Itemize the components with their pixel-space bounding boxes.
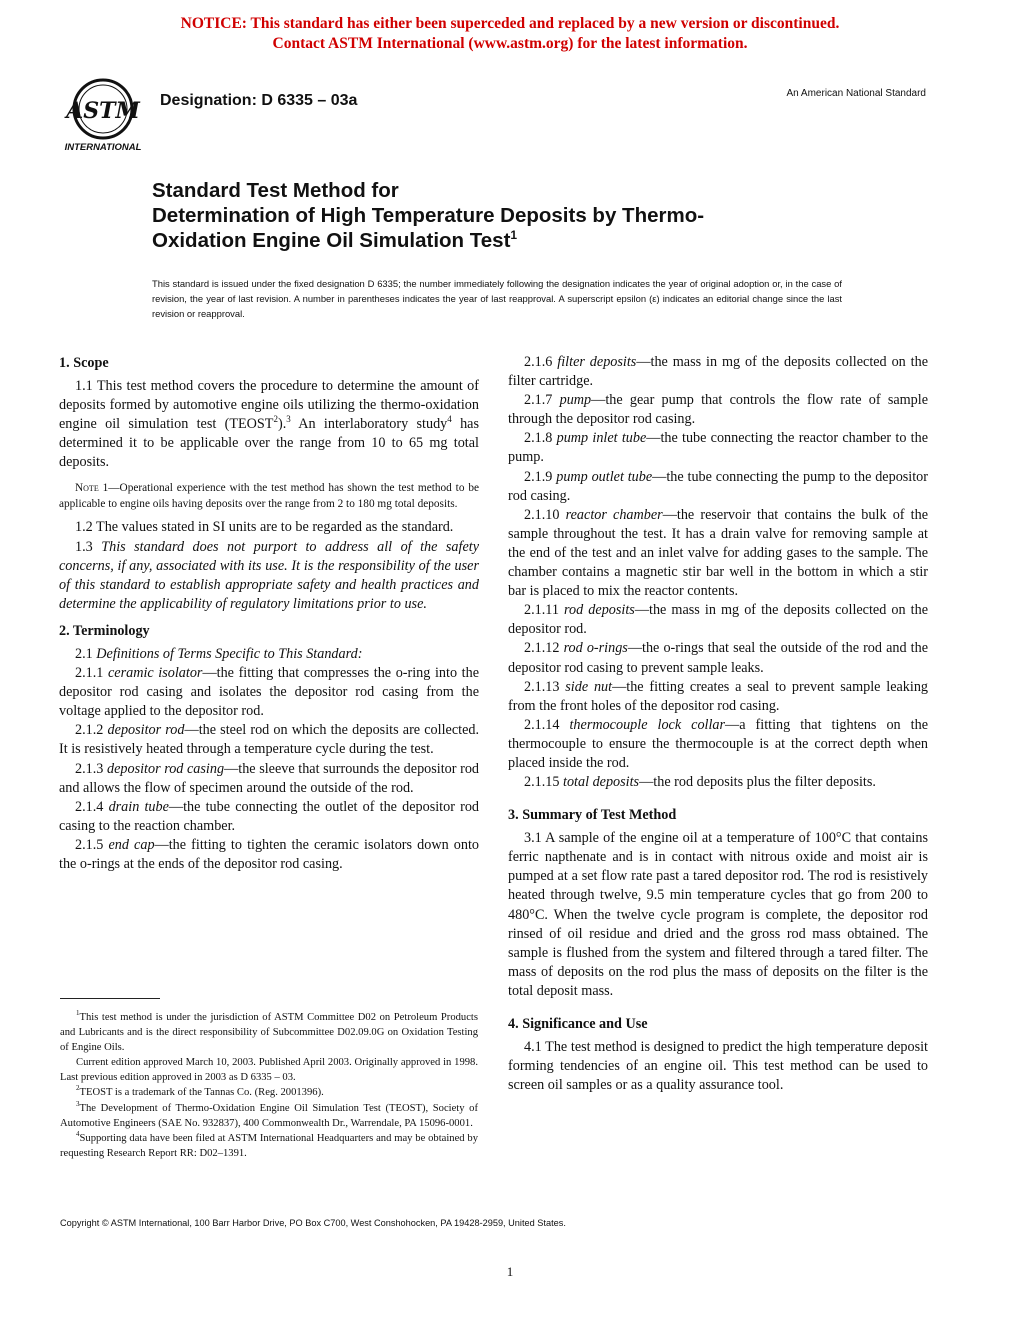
term-number: 2.1.9 <box>524 468 557 485</box>
title-line-1: Standard Test Method for <box>152 179 399 202</box>
term-text: —the mass in mg of the deposits collected on the filter cartridge. <box>508 354 929 390</box>
term-name: ceramic isolator <box>107 665 203 682</box>
note-text: —Operational experience with the test method has shown the test method to be applicable to engine oils having deposits over the range from 2 to 180 mg total deposits. <box>59 482 479 511</box>
term-name: pump outlet tube <box>556 468 653 485</box>
text: has determined it to be applicable over the range from 10 to 65 mg total deposits. <box>59 416 479 471</box>
paragraph-3-1: 3.1 A sample of the engine oil at a temperature of 100°C that contains ferric napthenate and is in contact with nitrous oxide and moist air is pumped at a set flow rate past a tared depositor rod. The rod is resistively heated through twelve, 9.5 min temperature cycles that go from 200 to 480°C. When the twelve cycle program is complete, the depositor rod rinsed of oil residue and dried and the gross rod mass obtained. The sample is flushed from the system and filtered through a tared filter. The mass of deposits on the rod plus the mass of deposits on the filter is the total deposit mass. <box>508 830 928 999</box>
footnote-ref: 1 <box>510 228 518 242</box>
term-number: 2.1.14 <box>524 716 570 733</box>
term-number: 2.1.10 <box>524 506 566 523</box>
text: 2.1 <box>75 645 97 662</box>
term-text: —the tube connecting the reactor chamber to the pump. <box>508 430 928 466</box>
paragraph-1-2: 1.2 The values stated in SI units are to be regarded as the standard. <box>75 519 454 536</box>
copyright: Copyright © ASTM International, 100 Barr Harbor Drive, PO Box C700, West Conshohocken, PA 19428-2959, United States. <box>60 1218 566 1228</box>
term-definition <box>508 429 928 467</box>
section-heading-scope: 1. Scope <box>59 355 109 371</box>
term-text: —the sleeve that surrounds the depositor rod and allows the flow of specimen around the outside of the rod. <box>59 760 480 796</box>
title-line-2: Determination of High Temperature Deposits by Thermo- <box>152 204 705 227</box>
term-number: 2.1.2 <box>75 722 108 739</box>
document-title <box>152 178 912 253</box>
term-definition <box>508 468 928 506</box>
footnote-number: 4 <box>76 1129 80 1138</box>
page-number: 1 <box>506 1264 514 1279</box>
footnote <box>60 1101 478 1131</box>
term-definition <box>59 760 479 798</box>
section-heading-summary: 3. Summary of Test Method <box>508 807 677 824</box>
footnote-text: Current edition approved March 10, 2003. Published April 2003. Originally approved in 1998. Last previous edition approved in 2003 as D 6335 – 03. <box>60 1057 478 1084</box>
paragraph-4-1: 4.1 The test method is designed to predict the high temperature deposit forming tendencies of an engine oil. This test method can be used to screen oil samples or as a quality assurance tool. <box>508 1039 928 1094</box>
term-definition <box>508 639 928 677</box>
term-name: reactor chamber <box>565 506 663 523</box>
paragraph-2-1 <box>59 645 479 664</box>
term-text: —the tube connecting the pump to the depositor rod casing. <box>508 468 929 504</box>
title-line-3 <box>152 228 912 253</box>
footnote-ref: 4 <box>447 414 452 425</box>
footnote <box>60 1055 478 1085</box>
notice-line-2: Contact ASTM International (www.astm.org) for the latest information. <box>272 35 748 52</box>
term-definition <box>508 601 928 639</box>
term-number: 2.1.1 <box>75 665 108 682</box>
footnote-text: The Development of Thermo-Oxidation Engine Oil Simulation Test (TEOST), Society of Automotive Engineers (SAE No. 932837), 400 Commonwealth Dr., Warrendale, PA 15096-0001. <box>60 1102 478 1129</box>
term-text: —the mass in mg of the deposits collected on the depositor rod. <box>508 602 929 638</box>
term-name: depositor rod <box>107 722 185 739</box>
term-text: —the gear pump that controls the flow rate of sample through the depositor rod casing. <box>508 392 929 428</box>
term-definition <box>508 391 928 429</box>
term-number: 2.1.8 <box>524 430 557 447</box>
title-line-3-text: Oxidation Engine Oil Simulation Test <box>152 229 511 252</box>
text: ). <box>277 416 287 433</box>
term-definition <box>508 678 928 716</box>
section-heading-significance: 4. Significance and Use <box>508 1016 648 1032</box>
footnote-ref: 2 <box>273 414 278 425</box>
term-name: side nut <box>565 678 613 695</box>
text: 1.1 This test method covers the procedure to determine the amount of deposits formed by automotive engine oils utilizing the thermo-oxidation engine oil simulation test (TEOST <box>59 378 479 433</box>
term-list-right <box>508 353 928 792</box>
term-definition <box>59 664 479 721</box>
term-name: depositor rod casing <box>107 760 225 777</box>
term-name: pump <box>559 392 592 409</box>
footnote-text: Supporting data have been filed at ASTM International Headquarters and may be obtained by requesting Research Report RR: D02–1391. <box>60 1132 478 1159</box>
term-name: pump inlet tube <box>556 430 647 447</box>
paragraph-1-3 <box>59 538 479 614</box>
term-text: —the o-rings that seal the outside of the rod and the depositor rod casing to prevent sample leaks. <box>508 640 928 676</box>
footnotes <box>60 1010 478 1161</box>
logo-subtext: INTERNATIONAL <box>64 142 142 153</box>
logo-text: ASTM <box>66 98 140 124</box>
subheading: Definitions of Terms Specific to This Standard: <box>96 645 363 662</box>
footnote <box>60 1085 478 1100</box>
footnote-number: 3 <box>76 1099 80 1108</box>
paragraph-1-1 <box>59 377 479 472</box>
safety-statement: This standard does not purport to address all of the safety concerns, if any, associated with its use. It is the responsibility of the user of this standard to establish appropriate safety and health practices and determine the applicability of regulatory limitations prior to use. <box>59 538 479 612</box>
right-column <box>508 353 928 1095</box>
term-text: —the fitting to tighten the ceramic isolators down onto the o-rings at the ends of the depositor rod casing. <box>59 836 479 872</box>
term-definition <box>59 798 479 836</box>
term-name: rod deposits <box>564 602 635 619</box>
term-name: drain tube <box>108 798 169 815</box>
term-number: 2.1.13 <box>524 678 566 695</box>
notice-line-1: NOTICE: This standard has either been superceded and replaced by a new version or discontinued. <box>180 15 840 32</box>
term-name: thermocouple lock collar <box>569 716 726 733</box>
footnote-divider <box>60 998 160 999</box>
term-definition <box>508 773 928 792</box>
term-text: —the rod deposits plus the filter deposits. <box>639 774 876 791</box>
footnote-text: This test method is under the jurisdiction of ASTM Committee D02 on Petroleum Products and Lubricants and is the direct responsibility of Subcommittee D02.09.0G on Oxidation Testing of Engine Oils. <box>60 1012 478 1054</box>
term-number: 2.1.12 <box>524 640 564 657</box>
term-number: 2.1.3 <box>75 760 107 777</box>
term-text: —a fitting that tightens on the thermocouple to ensure the thermocouple is at the correct depth when placed inside the rod. <box>508 716 928 771</box>
note-label: Note 1 <box>75 482 109 495</box>
term-number: 2.1.6 <box>524 354 558 370</box>
footnote-number: 2 <box>76 1084 80 1093</box>
issuance-statement: This standard is issued under the fixed designation D 6335; the number immediately following the designation indicates the year of original adoption or, in the case of revision, the year of last revision. A number in parentheses indicates the year of last reapproval. A superscript epsilon (ε) indicates an editorial change since the last revision or reapproval. <box>152 278 842 319</box>
term-text: —the fitting that compresses the o-ring into the depositor rod casing and isolates the depositor rod casing from the voltage applied to the depositor rod. <box>59 665 479 720</box>
term-name: filter deposits <box>557 354 637 370</box>
text: An interlaboratory study <box>290 416 448 433</box>
designation: Designation: D 6335 – 03a <box>160 92 358 109</box>
text: 1.3 <box>75 538 102 555</box>
astm-logo-icon <box>60 76 146 154</box>
footnote <box>60 1131 478 1161</box>
term-text: —the reservoir that contains the bulk of the sample throughout the test. It has a drain valve for removing sample at the end of the test and an inlet valve for adding gases to the sample. The chamber contains a magnetic stir bar well in the bottom in which a stir bar is placed to mix the reactor contents. <box>508 506 929 600</box>
term-name: rod o-rings <box>563 640 628 657</box>
term-text: —the steel rod on which the deposits are collected. It is resistively heated through a temperature cycle during the test. <box>59 722 480 758</box>
footnote-number: 1 <box>76 1009 80 1017</box>
note-1 <box>59 480 479 512</box>
term-list-left <box>59 664 479 874</box>
footnote-ref: 3 <box>286 414 291 425</box>
term-definition <box>508 353 928 391</box>
term-number: 2.1.4 <box>75 798 109 815</box>
term-definition <box>59 836 479 874</box>
term-number: 2.1.15 <box>524 774 564 791</box>
supersession-notice <box>0 14 1020 54</box>
section-heading-terminology: 2. Terminology <box>59 622 150 639</box>
term-number: 2.1.5 <box>75 836 109 853</box>
term-name: total deposits <box>563 774 640 791</box>
term-number: 2.1.11 <box>524 602 565 619</box>
term-definition <box>59 721 479 759</box>
term-text: —the fitting creates a seal to prevent sample leaking from the front holes of the depositor rod casing. <box>508 678 929 714</box>
term-definition <box>508 506 928 601</box>
left-column <box>59 354 479 874</box>
footnote-text: TEOST is a trademark of the Tannas Co. (Reg. 2001396). <box>79 1087 324 1099</box>
american-national-standard: An American National Standard <box>786 88 926 99</box>
footnote <box>60 1010 478 1055</box>
term-definition <box>508 716 928 773</box>
term-text: —the tube connecting the outlet of the depositor rod casing to the reaction chamber. <box>59 798 480 834</box>
term-number: 2.1.7 <box>524 392 560 409</box>
term-name: end cap <box>108 836 155 853</box>
